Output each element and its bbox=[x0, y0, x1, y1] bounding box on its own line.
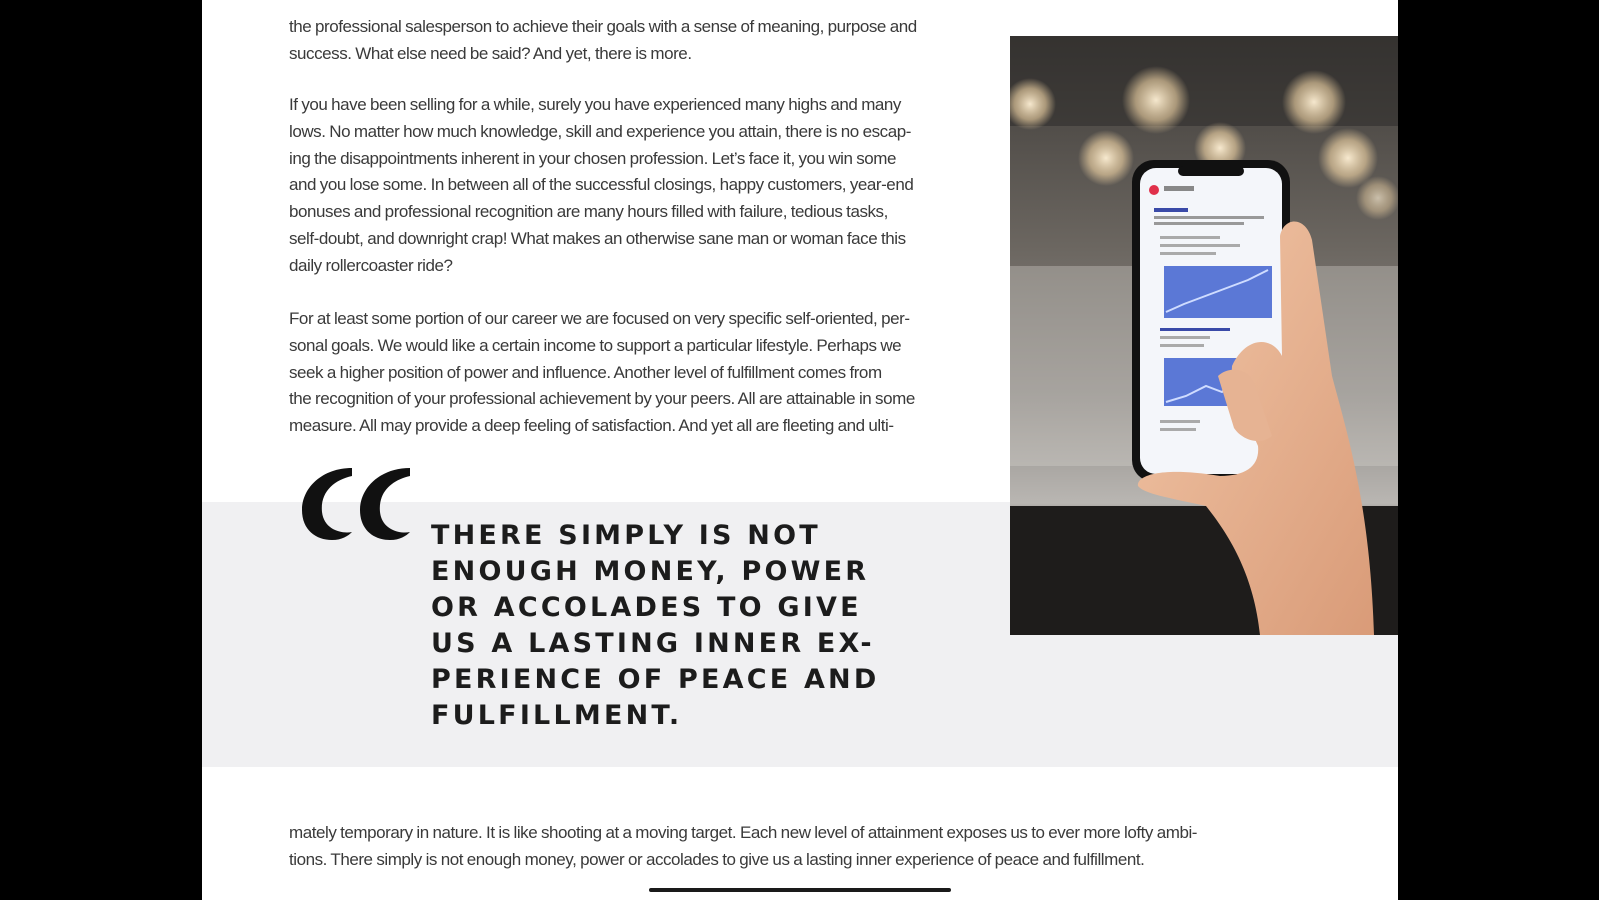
text-line: the professional salesperson to achieve their goals with a sense of meaning, purpose and bbox=[289, 17, 917, 36]
text-line: ing the disappointments inherent in your chosen profession. Let’s face it, you win some bbox=[289, 148, 897, 168]
text-line: measure. All may provide a deep feeling of satisfaction. And yet all are fleeting and ulti- bbox=[289, 416, 894, 436]
pull-quote-line: PERIENCE OF PEACE AND bbox=[431, 664, 880, 695]
body-paragraph bbox=[289, 820, 1299, 874]
text-line: self-doubt, and downright crap! What makes an otherwise sane man or woman face this bbox=[289, 228, 906, 248]
text-line: mately temporary in nature. It is like shooting at a moving target. Each new level of attainment exposes us to ever more lofty ambi- bbox=[289, 823, 1198, 842]
text-line: For at least some portion of our career we are focused on very specific self-oriented, per- bbox=[289, 309, 910, 328]
text-line: bonuses and professional recognition are many hours filled with failure, tedious tasks, bbox=[289, 202, 888, 222]
text-line: If you have been selling for a while, surely you have experienced many highs and many bbox=[289, 95, 901, 114]
text-line: daily rollercoaster ride? bbox=[289, 255, 453, 275]
pull-quote-line: US A LASTING INNER EX- bbox=[431, 628, 875, 659]
body-paragraph bbox=[289, 306, 979, 440]
text-line: success. What else need be said? And yet, there is more. bbox=[289, 43, 692, 63]
text-line: lows. No matter how much knowledge, skill and experience you attain, there is no escap- bbox=[289, 121, 911, 141]
pull-quote-line: OR ACCOLADES TO GIVE bbox=[431, 592, 862, 623]
pull-quote-line: ENOUGH MONEY, POWER bbox=[431, 556, 870, 587]
text-line: sonal goals. We would like a certain income to support a particular lifestyle. Perhaps we bbox=[289, 335, 902, 355]
body-paragraph bbox=[289, 14, 979, 68]
text-line: tions. There simply is not enough money, power or accolades to give us a lasting inner experience of peace and fulfillment. bbox=[289, 849, 1145, 869]
document-page bbox=[202, 0, 1398, 900]
body-paragraph bbox=[289, 92, 979, 280]
smartphone-photo bbox=[1010, 36, 1398, 635]
hand-holding-smartphone-icon bbox=[1010, 36, 1398, 635]
text-line: the recognition of your professional achievement by your peers. All are attainable in some bbox=[289, 389, 915, 409]
pull-quote-line: THERE SIMPLY IS NOT bbox=[431, 520, 821, 551]
text-line: seek a higher position of power and influence. Another level of fulfillment comes from bbox=[289, 362, 882, 382]
pull-quote-line: FULFILLMENT. bbox=[431, 700, 683, 731]
pull-quote bbox=[431, 518, 879, 734]
page-indicator-bar bbox=[649, 888, 951, 892]
text-line: and you lose some. In between all of the successful closings, happy customers, year-end bbox=[289, 175, 914, 195]
open-quote-icon bbox=[302, 458, 414, 558]
